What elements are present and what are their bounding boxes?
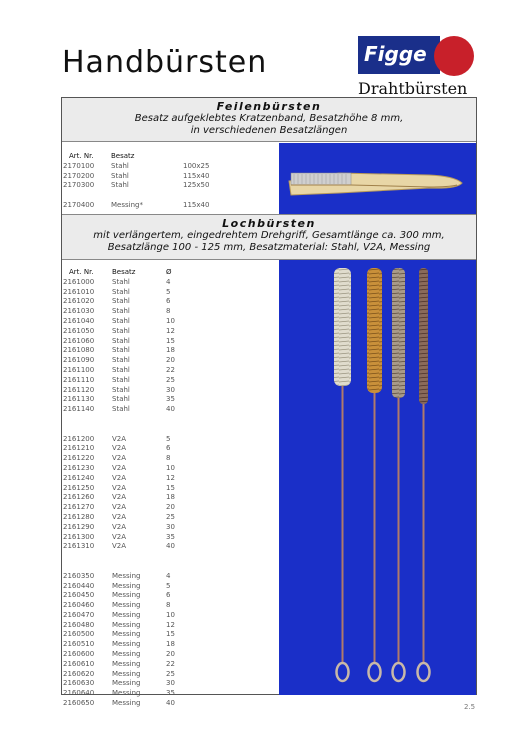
diameter: 22 [166,365,175,374]
row-spacer [63,425,186,435]
table-row [63,621,186,631]
section-description-line: in verschiedenen Besatzlängen [190,125,348,136]
table-row [63,297,186,307]
diameter: 20 [166,650,175,659]
material: Messing [112,669,141,678]
table-row [63,435,186,445]
material: V2A [112,532,127,541]
article-number: 2161030 [63,307,95,316]
table-row [63,523,186,533]
material: Stahl [112,385,130,394]
table-row [63,444,186,454]
material: Messing [112,591,141,600]
material: Stahl [112,336,130,345]
diameter: 4 [166,277,171,286]
article-number: 2161110 [63,375,95,384]
material: Messing [112,630,141,639]
diameter: 18 [166,493,175,502]
table-row [63,288,186,298]
material: Messing [112,581,141,590]
article-number: 2161140 [63,405,95,414]
material: V2A [112,444,127,453]
material: Stahl [112,346,130,355]
size: 125x50 [183,181,210,190]
material: V2A [112,434,127,443]
material: Messing [112,659,141,668]
table-row [63,591,186,601]
lochbuersten-header [62,214,476,260]
tube-brushes-image [279,260,476,695]
material: Stahl [112,356,130,365]
material: V2A [112,473,127,482]
diameter: 20 [166,356,175,365]
size: 115x40 [183,171,210,180]
logo-subtitle: Drahtbürsten [358,79,468,98]
article-number: 2161210 [63,444,95,453]
figge-logo [358,36,474,76]
column-header: Besatz [111,152,135,160]
material: Stahl [112,365,130,374]
table-row [63,484,186,494]
table-row [63,327,186,337]
material: Stahl [112,307,130,316]
feilenbuerste-photo [279,143,476,214]
diameter: 6 [166,297,171,306]
article-number: 2170100 [63,161,95,170]
material: Stahl [111,181,129,190]
table-row [63,464,186,474]
material: Messing [112,571,141,580]
table-row [63,640,186,650]
article-number: 2161100 [63,365,95,374]
file-brush-image [279,143,476,214]
table-row [63,405,186,415]
row-spacer [63,415,186,425]
article-number: 2161280 [63,512,95,521]
diameter: 8 [166,601,171,610]
article-number: 2160470 [63,610,95,619]
article-number: 2161010 [63,287,95,296]
material: Stahl [111,171,129,180]
diameter: 18 [166,346,175,355]
diameter: 4 [166,571,171,580]
diameter: 15 [166,630,175,639]
table-row [63,660,186,670]
table-row [63,474,186,484]
article-number: 2161310 [63,542,95,551]
article-number: 2160510 [63,640,95,649]
table-row [63,395,186,405]
article-number: 2161000 [63,277,95,286]
table-body [63,162,223,211]
diameter: 40 [166,699,175,708]
table-row [63,356,186,366]
material: Stahl [111,161,129,170]
article-number: 2170400 [63,200,95,209]
diameter: 12 [166,326,175,335]
row-spacer [63,562,186,572]
article-number: 2160610 [63,659,95,668]
table-row [63,699,186,709]
article-number: 2161080 [63,346,95,355]
material: Stahl [112,326,130,335]
diameter: 40 [166,542,175,551]
table-row [63,366,186,376]
article-number: 2161270 [63,503,95,512]
material: Messing [112,679,141,688]
material: Stahl [112,277,130,286]
feilenbuersten-table [63,152,223,211]
diameter: 35 [166,532,175,541]
diameter: 35 [166,395,175,404]
material: Stahl [112,287,130,296]
article-number: 2160620 [63,669,95,678]
lochbuersten-photo [279,260,476,695]
article-number: 2161260 [63,493,95,502]
article-number: 2160440 [63,581,95,590]
article-number: 2161220 [63,454,95,463]
size: 100x25 [183,161,210,170]
section-heading: Lochbürsten [222,217,316,230]
material: V2A [112,454,127,463]
page-number: 2.5 [464,703,476,711]
diameter: 5 [166,287,171,296]
row-spacer [63,552,186,562]
article-number: 2161200 [63,434,95,443]
article-number: 2161300 [63,532,95,541]
article-number: 2160640 [63,689,95,698]
table-row [63,172,223,182]
table-row [63,679,186,689]
diameter: 10 [166,610,175,619]
article-number: 2160500 [63,630,95,639]
material: Messing [112,601,141,610]
table-row [63,454,186,464]
article-number: 2161290 [63,522,95,531]
table-row [63,493,186,503]
table-row [63,533,186,543]
diameter: 25 [166,512,175,521]
material: V2A [112,503,127,512]
column-header: Art. Nr. [69,268,94,276]
article-number: 2161250 [63,483,95,492]
material: Messing [112,610,141,619]
table-row [63,278,186,288]
diameter: 10 [166,463,175,472]
diameter: 5 [166,581,171,590]
article-number: 2161130 [63,395,95,404]
material: Stahl [112,297,130,306]
table-row [63,611,186,621]
table-row [63,181,223,191]
table-body [63,278,186,709]
table-row [63,376,186,386]
article-number: 2160650 [63,699,95,708]
table-row [63,542,186,552]
material: Messing* [111,200,143,209]
table-row [63,572,186,582]
diameter: 6 [166,444,171,453]
diameter: 30 [166,385,175,394]
row-spacer [63,191,223,201]
article-number: 2170200 [63,171,95,180]
material: Stahl [112,316,130,325]
article-number: 2160350 [63,571,95,580]
material: Stahl [112,375,130,384]
material: Stahl [112,395,130,404]
material: Stahl [112,405,130,414]
diameter: 35 [166,689,175,698]
page-title: Handbürsten [62,45,268,80]
material: Messing [112,650,141,659]
table-row [63,337,186,347]
article-number: 2170300 [63,181,95,190]
logo-red-circle [434,36,474,76]
article-number: 2161020 [63,297,95,306]
article-number: 2160450 [63,591,95,600]
material: Messing [112,699,141,708]
diameter: 12 [166,620,175,629]
table-row [63,513,186,523]
logo-brand-text: Figge [364,42,427,66]
diameter: 8 [166,307,171,316]
diameter: 30 [166,679,175,688]
table-header-row [63,152,223,162]
section-description-line: Besatzlänge 100 - 125 mm, Besatzmaterial: Stahl, V2A, Messing [107,242,431,253]
section-heading: Feilenbürsten [216,100,322,113]
column-header: Ø [166,268,172,276]
article-number: 2161040 [63,316,95,325]
table-row [63,503,186,513]
article-number: 2160480 [63,620,95,629]
table-row [63,307,186,317]
article-number: 2161090 [63,356,95,365]
table-header-row [63,268,186,278]
material: V2A [112,542,127,551]
table-row [63,689,186,699]
table-row [63,201,223,211]
diameter: 12 [166,473,175,482]
section-description-line: Besatz aufgeklebtes Kratzenband, Besatzhöhe 8 mm, [134,113,404,124]
table-row [63,346,186,356]
article-number: 2161230 [63,463,95,472]
material: V2A [112,463,127,472]
column-header: Besatz [112,268,136,276]
article-number: 2161050 [63,326,95,335]
table-row [63,650,186,660]
diameter: 5 [166,434,171,443]
table-row [63,162,223,172]
material: Messing [112,689,141,698]
lochbuersten-table [63,268,186,709]
article-number: 2160600 [63,650,95,659]
article-number: 2161060 [63,336,95,345]
diameter: 15 [166,483,175,492]
diameter: 40 [166,405,175,414]
size: 115x40 [183,200,210,209]
material: Messing [112,640,141,649]
material: V2A [112,522,127,531]
article-number: 2160460 [63,601,95,610]
feilenbuersten-header [62,98,476,142]
section-description-line: mit verlängertem, eingedrehtem Drehgriff, Gesamtlänge ca. 300 mm, [93,230,445,241]
article-number: 2161240 [63,473,95,482]
diameter: 25 [166,669,175,678]
table-row [63,386,186,396]
table-row [63,630,186,640]
material: V2A [112,483,127,492]
diameter: 30 [166,522,175,531]
diameter: 18 [166,640,175,649]
diameter: 25 [166,375,175,384]
diameter: 6 [166,591,171,600]
table-row [63,317,186,327]
diameter: 8 [166,454,171,463]
column-header: Art. Nr. [69,152,94,160]
diameter: 10 [166,316,175,325]
diameter: 22 [166,659,175,668]
material: Messing [112,620,141,629]
diameter: 20 [166,503,175,512]
diameter: 15 [166,336,175,345]
article-number: 2161120 [63,385,95,394]
table-row [63,601,186,611]
table-row [63,582,186,592]
table-row [63,670,186,680]
article-number: 2160630 [63,679,95,688]
material: V2A [112,512,127,521]
material: V2A [112,493,127,502]
